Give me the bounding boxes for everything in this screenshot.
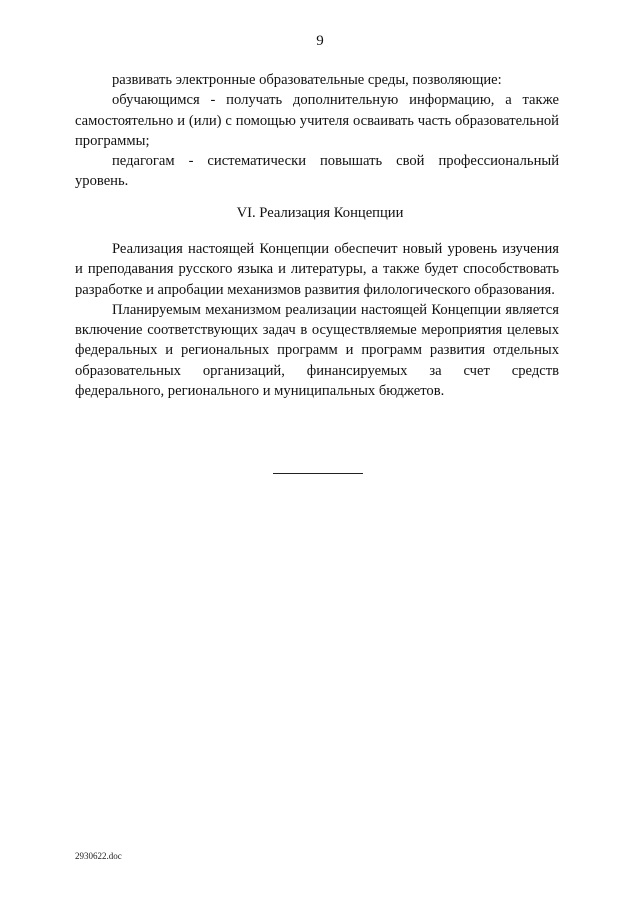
end-separator-line	[273, 473, 363, 474]
section-paragraph: Планируемым механизмом реализации настоящей Концепции является включение соответствующих задач в осуществляемые мероприятия целевых федеральных и региональных программ и программ развития отдельных образовательных организаций, финансируемых за счет средств федерального, регионального и муниципальных бюджетов.	[75, 301, 559, 400]
intro-paragraph: педагогам - систематически повышать свой профессиональный уровень.	[75, 153, 559, 190]
file-identifier: 2930622.doc	[75, 851, 122, 861]
section-paragraph: Реализация настоящей Концепции обеспечит новый уровень изучения и преподавания русского языка и литературы, а также будет способствовать разработке и апробации механизмов развития филологического образования.	[75, 241, 559, 298]
intro-paragraph: обучающимся - получать дополнительную информацию, а также самостоятельно и (или) с помощью учителя осваивать часть образовательной программы;	[75, 92, 559, 149]
intro-text-block	[75, 70, 559, 192]
section-heading: VI. Реализация Концепции	[236, 205, 404, 221]
intro-paragraph: развивать электронные образовательные среды, позволяющие:	[112, 72, 502, 88]
section-text-block	[75, 239, 559, 401]
page-number: 9	[316, 33, 324, 49]
